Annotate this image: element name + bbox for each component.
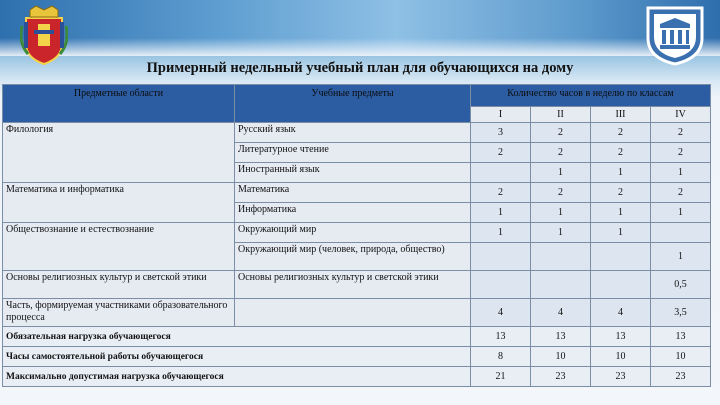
school-emblem-icon (644, 4, 706, 66)
hours-cell: 2 (531, 183, 591, 203)
header-areas: Предметные области (3, 85, 235, 123)
hours-cell (471, 243, 531, 271)
hours-cell (471, 271, 531, 299)
hours-cell: 1 (531, 223, 591, 243)
total-cell: 21 (471, 367, 531, 387)
hours-cell: 3,5 (651, 299, 711, 327)
subject-cell (235, 299, 471, 327)
total-cell: 13 (591, 327, 651, 347)
subject-cell: Окружающий мир (235, 223, 471, 243)
hours-cell: 2 (591, 183, 651, 203)
subject-cell: Окружающий мир (человек, природа, общество) (235, 243, 471, 271)
table-row (3, 299, 711, 327)
hours-cell: 2 (651, 143, 711, 163)
city-coat-of-arms-icon (20, 4, 68, 66)
subject-cell: Математика (235, 183, 471, 203)
grade-header: I (471, 107, 531, 123)
subject-cell: Русский язык (235, 123, 471, 143)
hours-cell: 1 (471, 223, 531, 243)
hours-cell: 2 (591, 143, 651, 163)
header-band (0, 0, 720, 56)
table-row (3, 223, 711, 243)
table-row (3, 123, 711, 143)
hours-cell: 2 (531, 143, 591, 163)
hours-cell: 4 (591, 299, 651, 327)
hours-cell: 4 (471, 299, 531, 327)
hours-cell: 0,5 (651, 271, 711, 299)
subject-cell: Основы религиозных культур и светской этики (235, 271, 471, 299)
hours-cell (591, 243, 651, 271)
grade-header: III (591, 107, 651, 123)
total-label: Обязательная нагрузка обучающегося (3, 327, 471, 347)
table-row (3, 271, 711, 299)
hours-cell: 2 (531, 123, 591, 143)
hours-cell: 1 (531, 203, 591, 223)
page-title: Примерный недельный учебный план для обучающихся на дому (146, 60, 574, 76)
total-cell: 8 (471, 347, 531, 367)
total-cell: 10 (531, 347, 591, 367)
hours-cell: 1 (651, 203, 711, 223)
area-cell: Основы религиозных культур и светской этики (3, 271, 235, 299)
area-cell: Филология (3, 123, 235, 183)
table-row (3, 183, 711, 203)
total-row (3, 347, 711, 367)
hours-cell: 1 (651, 163, 711, 183)
total-row (3, 367, 711, 387)
hours-cell (531, 243, 591, 271)
total-cell: 10 (591, 347, 651, 367)
total-row (3, 327, 711, 347)
hours-cell (471, 163, 531, 183)
hours-cell (531, 271, 591, 299)
total-cell: 13 (651, 327, 711, 347)
hours-cell: 2 (471, 183, 531, 203)
hours-cell: 2 (651, 183, 711, 203)
hours-cell: 2 (471, 143, 531, 163)
hours-cell: 1 (591, 223, 651, 243)
subject-cell: Литературное чтение (235, 143, 471, 163)
hours-cell: 1 (531, 163, 591, 183)
total-cell: 13 (531, 327, 591, 347)
grade-header: IV (651, 107, 711, 123)
subject-cell: Информатика (235, 203, 471, 223)
header-subjects: Учебные предметы (235, 85, 471, 123)
area-cell: Часть, формируемая участниками образовательного процесса (3, 299, 235, 327)
total-cell: 23 (651, 367, 711, 387)
area-cell: Обществознание и естествознание (3, 223, 235, 271)
grade-header: II (531, 107, 591, 123)
header-hours: Количество часов в неделю по классам (471, 85, 711, 107)
total-cell: 23 (591, 367, 651, 387)
hours-cell: 2 (651, 123, 711, 143)
hours-cell: 2 (591, 123, 651, 143)
total-cell: 13 (471, 327, 531, 347)
total-cell: 10 (651, 347, 711, 367)
hours-cell: 1 (591, 163, 651, 183)
hours-cell: 1 (471, 203, 531, 223)
hours-cell (591, 271, 651, 299)
hours-cell: 3 (471, 123, 531, 143)
area-cell: Математика и информатика (3, 183, 235, 223)
total-label: Максимально допустимая нагрузка обучающегося (3, 367, 471, 387)
total-label: Часы самостоятельной работы обучающегося (3, 347, 471, 367)
subject-cell: Иностранный язык (235, 163, 471, 183)
hours-cell (651, 223, 711, 243)
hours-cell: 1 (591, 203, 651, 223)
hours-cell: 1 (651, 243, 711, 271)
curriculum-table (2, 84, 711, 387)
hours-cell: 4 (531, 299, 591, 327)
total-cell: 23 (531, 367, 591, 387)
